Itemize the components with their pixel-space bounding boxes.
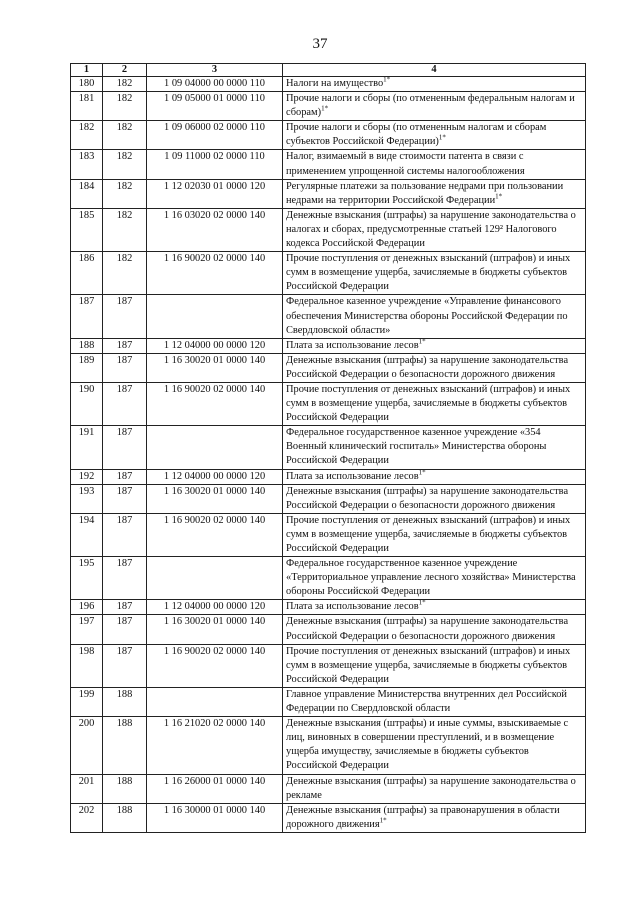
footnote-mark: 1* — [495, 192, 503, 201]
table-row — [71, 717, 586, 774]
revenue-name — [283, 252, 586, 295]
table-row — [71, 600, 586, 615]
footnote-mark: 1* — [418, 469, 426, 477]
budget-code — [147, 774, 283, 803]
budget-code — [147, 600, 283, 615]
footnote-mark: 1* — [418, 599, 426, 607]
revenue-name — [283, 600, 586, 615]
row-number — [71, 717, 103, 774]
row-number-text: 189 — [78, 354, 95, 366]
budget-code-text: 1 16 30000 01 0000 140 — [163, 804, 266, 816]
revenue-name-text: Прочие поступления от денежных взысканий (штрафов) и иных сумм в возмещение ущерба, зачисляемые в бюджеты субъектов Российской Федерации — [286, 645, 571, 685]
budget-code-text: 1 12 04000 00 0000 120 — [163, 339, 266, 351]
row-number — [71, 484, 103, 513]
footnote-mark: 1* — [438, 133, 446, 142]
admin-code — [103, 179, 147, 208]
budget-code-text: 1 16 90020 02 0000 140 — [163, 514, 266, 526]
admin-code-text: 187 — [116, 383, 133, 395]
admin-code — [103, 252, 147, 295]
budget-code — [147, 77, 283, 92]
row-number-text: 202 — [78, 804, 95, 816]
row-number — [71, 252, 103, 295]
admin-code — [103, 513, 147, 556]
admin-code-text: 188 — [116, 775, 133, 787]
admin-code — [103, 208, 147, 251]
row-number-text: 198 — [78, 645, 95, 657]
revenue-name-text: Денежные взыскания (штрафы) за нарушение законодательства Российской Федерации о безопасности дорожного движения — [286, 354, 569, 380]
admin-code — [103, 484, 147, 513]
admin-code — [103, 353, 147, 382]
admin-code-text: 187 — [116, 514, 133, 526]
admin-code-text: 182 — [116, 180, 133, 192]
budget-code — [147, 382, 283, 425]
revenue-name — [283, 469, 586, 484]
admin-code-text: 187 — [116, 616, 133, 628]
admin-code-text: 187 — [116, 601, 133, 613]
header-col-2: 2 — [103, 64, 147, 77]
row-number — [71, 208, 103, 251]
table-row — [71, 295, 586, 338]
table-row — [71, 382, 586, 425]
table-row — [71, 353, 586, 382]
budget-code — [147, 513, 283, 556]
row-number — [71, 557, 103, 600]
admin-code-text: 187 — [116, 354, 133, 366]
admin-code — [103, 92, 147, 121]
row-number — [71, 338, 103, 353]
admin-code-text: 187 — [116, 558, 133, 570]
revenue-name-text: Прочие поступления от денежных взысканий (штрафов) и иных сумм в возмещение ущерба, зачисляемые в бюджеты субъектов Российской Федерации — [286, 514, 571, 554]
table-row — [71, 121, 586, 150]
row-number-text: 187 — [78, 296, 95, 308]
revenue-name-text: Федеральное государственное казенное учреждение «354 Военный клинический госпиталь» Министерства обороны Российской Федерации — [286, 427, 547, 467]
row-number — [71, 644, 103, 687]
revenue-name — [283, 208, 586, 251]
revenue-name — [283, 557, 586, 600]
row-number — [71, 295, 103, 338]
revenue-name — [283, 426, 586, 469]
revenue-name-text: Прочие поступления от денежных взысканий (штрафов) и иных сумм в возмещение ущерба, зачисляемые в бюджеты субъектов Российской Федерации — [286, 383, 571, 424]
footnote-mark: 1* — [418, 338, 426, 346]
row-number-text: 193 — [78, 485, 95, 497]
table-row — [71, 252, 586, 295]
budget-code — [147, 484, 283, 513]
row-number-text: 185 — [78, 209, 95, 221]
budget-code — [147, 252, 283, 295]
revenue-name — [283, 382, 586, 425]
admin-code — [103, 121, 147, 150]
revenue-name — [283, 513, 586, 556]
revenue-name-text: Денежные взыскания (штрафы) и иные суммы, взыскиваемые с лиц, виновных в совершении преступлений, и в возмещение ущерба имуществу, зачисляемые в бюджеты субъектов Российской Федерации — [286, 718, 569, 772]
revenue-name — [283, 77, 586, 92]
row-number — [71, 77, 103, 92]
row-number — [71, 92, 103, 121]
revenue-name-text: Плата за использование лесов — [286, 339, 419, 351]
revenue-name — [283, 121, 586, 150]
row-number — [71, 774, 103, 803]
budget-code-text: 1 09 04000 00 0000 110 — [164, 78, 265, 89]
admin-code-text: 187 — [116, 485, 133, 497]
budget-code-text: 1 16 30020 01 0000 140 — [163, 354, 266, 366]
admin-code-text: 182 — [116, 209, 133, 221]
table-row — [71, 77, 586, 92]
budget-code — [147, 338, 283, 353]
admin-code-text: 187 — [116, 645, 133, 657]
row-number-text: 200 — [78, 718, 95, 730]
admin-code — [103, 77, 147, 92]
revenue-name — [283, 644, 586, 687]
budget-code — [147, 644, 283, 687]
table-row — [71, 179, 586, 208]
admin-code-text: 187 — [116, 296, 133, 308]
row-number-text: 188 — [78, 339, 95, 351]
header-col-4: 4 — [283, 64, 586, 77]
table-header — [71, 64, 586, 77]
admin-code-text: 182 — [116, 122, 133, 134]
budget-code — [147, 353, 283, 382]
revenue-name-text: Денежные взыскания (штрафы) за нарушение законодательства Российской Федерации о безопасности дорожного движения — [286, 616, 569, 642]
revenue-name — [283, 295, 586, 338]
admin-code-text: 187 — [116, 339, 133, 351]
row-number-text: 201 — [78, 775, 95, 787]
admin-code — [103, 150, 147, 179]
table-row — [71, 150, 586, 179]
table-row — [71, 615, 586, 644]
revenue-name-text: Плата за использование лесов — [286, 601, 419, 613]
header-col-3: 3 — [147, 64, 283, 77]
row-number — [71, 513, 103, 556]
row-number-text: 183 — [78, 151, 95, 163]
budget-code-text: 1 12 04000 00 0000 120 — [163, 470, 266, 482]
budget-code-text: 1 16 90020 02 0000 140 — [163, 645, 266, 657]
table-row — [71, 469, 586, 484]
budget-code — [147, 295, 283, 338]
table-row — [71, 208, 586, 251]
revenue-name — [283, 803, 586, 832]
revenue-name-text: Прочие налоги и сборы (по отмененным налогам и сборам субъектов Российской Федерации) — [286, 122, 547, 148]
budget-code-text: 1 16 30020 01 0000 140 — [163, 485, 266, 497]
row-number-text: 197 — [78, 616, 95, 628]
row-number-text: 191 — [78, 427, 95, 439]
budget-code — [147, 121, 283, 150]
row-number — [71, 615, 103, 644]
revenue-name — [283, 484, 586, 513]
table-row — [71, 513, 586, 556]
admin-code — [103, 600, 147, 615]
table-row — [71, 774, 586, 803]
page-number: 37 — [312, 36, 328, 52]
admin-code-text: 182 — [116, 78, 133, 89]
table-row — [71, 557, 586, 600]
admin-code — [103, 803, 147, 832]
row-number — [71, 179, 103, 208]
header-col-1: 1 — [71, 64, 103, 77]
budget-code — [147, 92, 283, 121]
admin-code — [103, 687, 147, 716]
budget-code — [147, 150, 283, 179]
revenue-name — [283, 150, 586, 179]
revenue-name-text: Денежные взыскания (штрафы) за правонарушения в области дорожного движения — [286, 804, 560, 830]
row-number — [71, 150, 103, 179]
revenue-name-text: Федеральное государственное казенное учреждение «Территориальное управление лесного хозяйства» Министерства обороны Российской Федерации — [286, 558, 576, 598]
admin-code-text: 182 — [116, 253, 133, 265]
admin-code-text: 188 — [116, 804, 133, 816]
budget-code — [147, 208, 283, 251]
admin-code-text: 187 — [116, 427, 133, 439]
admin-code-text: 182 — [116, 151, 133, 163]
table-row — [71, 803, 586, 832]
row-number-text: 186 — [78, 253, 95, 265]
revenue-name-text: Денежные взыскания (штрафы) за нарушение законодательства о рекламе — [286, 775, 576, 801]
row-number-text: 181 — [78, 93, 95, 105]
row-number — [71, 426, 103, 469]
revenue-name — [283, 717, 586, 774]
budget-code-text: 1 16 03020 02 0000 140 — [163, 209, 266, 221]
budget-code — [147, 687, 283, 716]
budget-code — [147, 615, 283, 644]
table-row — [71, 92, 586, 121]
row-number-text: 190 — [78, 383, 95, 395]
row-number-text: 192 — [78, 470, 95, 482]
admin-code — [103, 295, 147, 338]
row-number — [71, 600, 103, 615]
budget-code-text: 1 16 90020 02 0000 140 — [163, 383, 266, 395]
admin-code — [103, 469, 147, 484]
row-number — [71, 353, 103, 382]
admin-code — [103, 717, 147, 774]
revenue-name — [283, 353, 586, 382]
revenue-name-text: Прочие налоги и сборы (по отмененным федеральным налогам и сборам) — [286, 93, 575, 119]
row-number-text: 184 — [78, 180, 95, 192]
row-number-text: 199 — [78, 688, 95, 700]
row-number-text: 182 — [78, 122, 95, 134]
revenue-codes-table — [70, 63, 586, 833]
table-body — [71, 77, 586, 833]
admin-code-text: 187 — [116, 470, 133, 482]
budget-code-text: 1 16 26000 01 0000 140 — [163, 775, 266, 787]
footnote-mark: 1* — [383, 76, 391, 84]
budget-code-text: 1 16 21020 02 0000 140 — [163, 718, 266, 730]
revenue-name-text: Федеральное казенное учреждение «Управление финансового обеспечения Министерства обороны Российской Федерации по Свердловской области» — [286, 296, 568, 336]
admin-code — [103, 557, 147, 600]
table-row — [71, 426, 586, 469]
admin-code — [103, 382, 147, 425]
budget-code — [147, 803, 283, 832]
revenue-name — [283, 687, 586, 716]
budget-code-text: 1 09 11000 02 0000 110 — [164, 151, 265, 163]
footnote-mark: 1* — [321, 104, 329, 113]
row-number-text: 195 — [78, 558, 95, 570]
table-row — [71, 644, 586, 687]
budget-code-text: 1 12 04000 00 0000 120 — [163, 601, 266, 613]
table-row — [71, 338, 586, 353]
budget-code-text: 1 12 02030 01 0000 120 — [163, 180, 266, 192]
revenue-name-text: Регулярные платежи за пользование недрами при пользовании недрами на территории Российской Федерации — [286, 180, 564, 206]
row-number — [71, 803, 103, 832]
revenue-name — [283, 179, 586, 208]
admin-code — [103, 615, 147, 644]
row-number — [71, 382, 103, 425]
revenue-name-text: Плата за использование лесов — [286, 470, 419, 482]
table-row — [71, 484, 586, 513]
budget-code-text: 1 09 05000 01 0000 110 — [164, 93, 265, 105]
row-number-text: 194 — [78, 514, 95, 526]
revenue-name — [283, 774, 586, 803]
row-number-text: 196 — [78, 601, 95, 613]
revenue-name-text: Денежные взыскания (штрафы) за нарушение законодательства о налогах и сборах, предусмотренные статьей 129² Налогового кодекса Российской Федерации — [286, 209, 576, 250]
row-number — [71, 687, 103, 716]
budget-code — [147, 557, 283, 600]
admin-code — [103, 338, 147, 353]
revenue-name — [283, 338, 586, 353]
admin-code — [103, 426, 147, 469]
revenue-name-text: Налог, взимаемый в виде стоимости патента в связи с применением упрощенной системы налогообложения — [286, 151, 525, 177]
revenue-name-text: Главное управление Министерства внутренних дел Российской Федерации по Свердловской области — [286, 688, 567, 715]
admin-code-text: 188 — [116, 688, 133, 700]
footnote-mark: 1* — [379, 816, 387, 825]
admin-code-text: 182 — [116, 93, 133, 105]
budget-code — [147, 717, 283, 774]
header-row — [71, 64, 586, 77]
admin-code — [103, 774, 147, 803]
admin-code-text: 188 — [116, 718, 133, 730]
row-number-text: 180 — [78, 78, 95, 89]
budget-code-text: 1 16 30020 01 0000 140 — [163, 616, 266, 628]
row-number — [71, 469, 103, 484]
admin-code — [103, 644, 147, 687]
budget-code-text: 1 09 06000 02 0000 110 — [164, 122, 265, 134]
table-row — [71, 687, 586, 716]
revenue-name-text: Прочие поступления от денежных взысканий (штрафов) и иных сумм в возмещение ущерба, зачисляемые в бюджеты субъектов Российской Федерации — [286, 253, 571, 293]
revenue-name-text: Налоги на имущество — [286, 78, 384, 89]
budget-code — [147, 426, 283, 469]
budget-code-text: 1 16 90020 02 0000 140 — [163, 253, 266, 265]
revenue-name — [283, 92, 586, 121]
revenue-name — [283, 615, 586, 644]
revenue-name-text: Денежные взыскания (штрафы) за нарушение законодательства Российской Федерации о безопасности дорожного движения — [286, 485, 569, 511]
budget-code — [147, 469, 283, 484]
budget-code — [147, 179, 283, 208]
row-number — [71, 121, 103, 150]
